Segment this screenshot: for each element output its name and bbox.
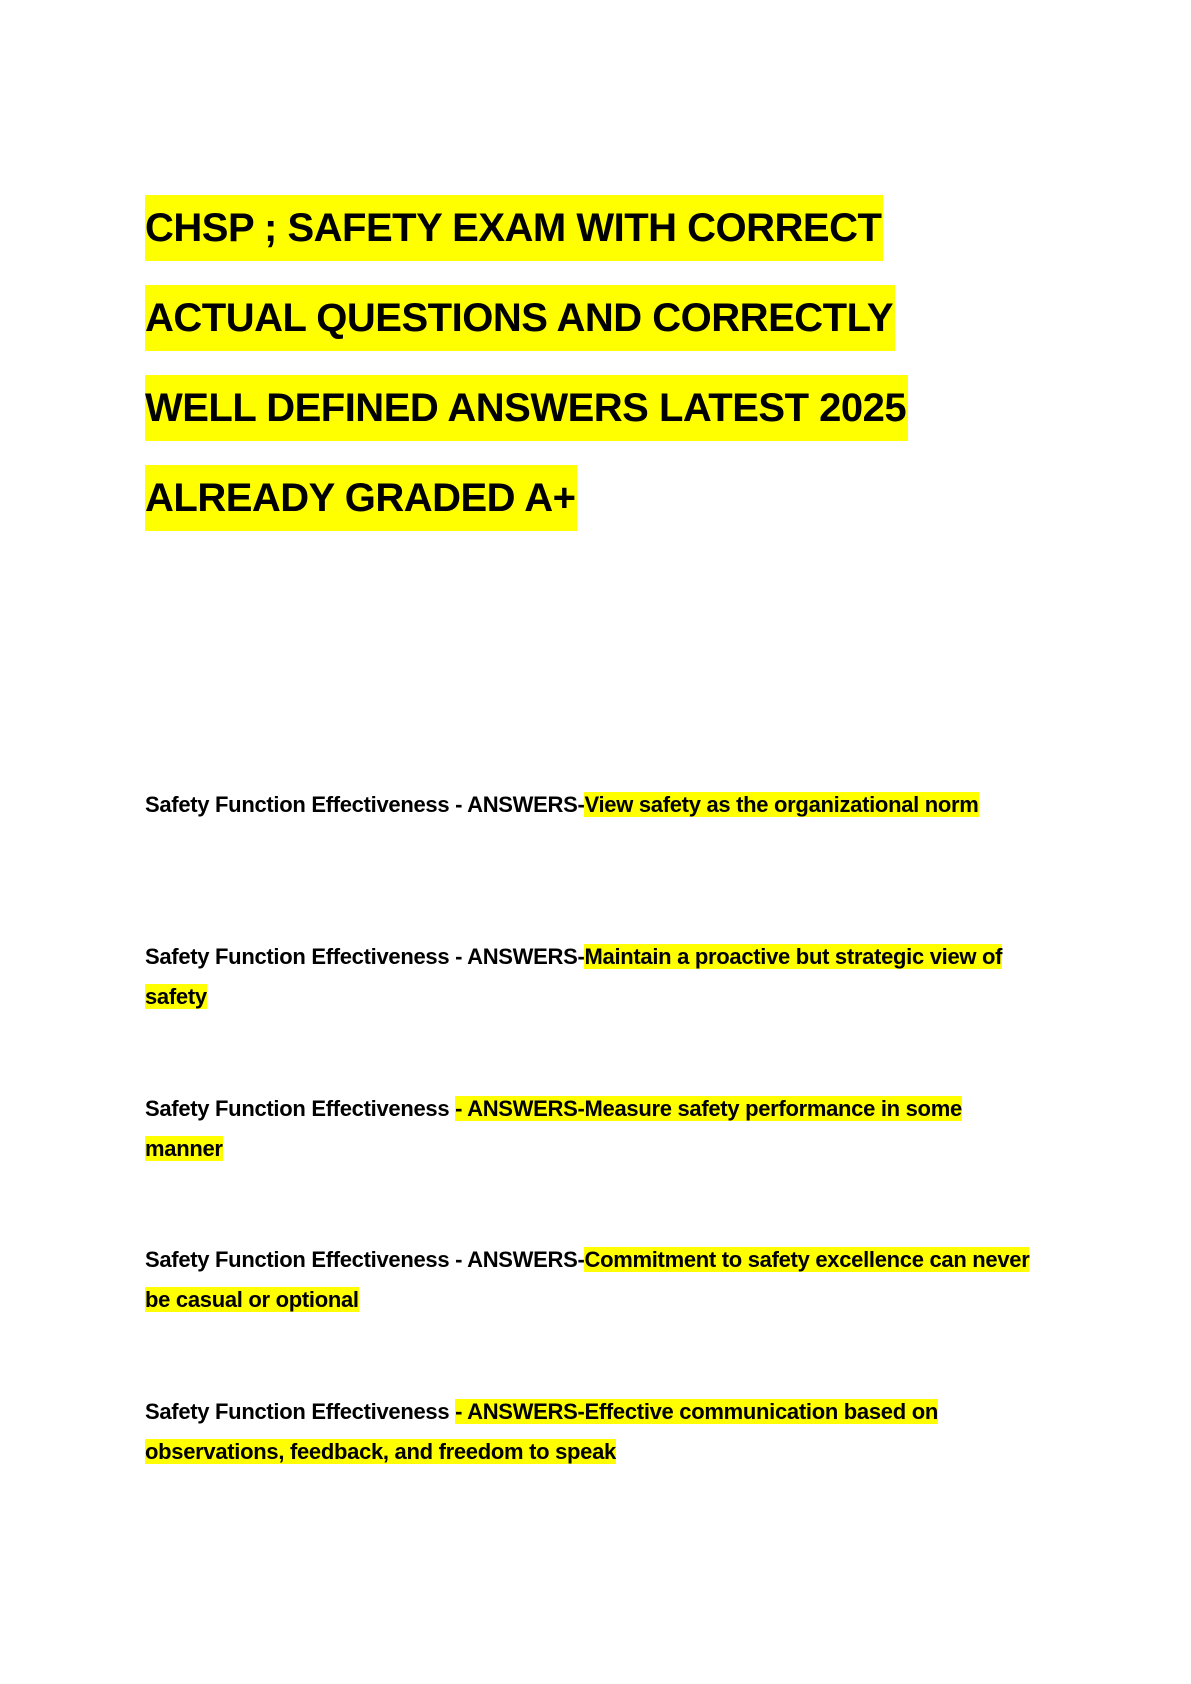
title-line-2: ACTUAL QUESTIONS AND CORRECTLY xyxy=(145,285,895,351)
qa-question: Safety Function Effectiveness xyxy=(145,1096,456,1121)
qa-question: Safety Function Effectiveness - ANSWERS- xyxy=(145,1247,585,1272)
qa-answer: Maintain a proactive but strategic view of safety xyxy=(145,944,1003,1009)
qa-item-3 xyxy=(145,1089,1045,1169)
qa-answer: View safety as the organizational norm xyxy=(584,792,979,817)
title-line-3: WELL DEFINED ANSWERS LATEST 2025 xyxy=(145,375,908,441)
qa-question: Safety Function Effectiveness - ANSWERS- xyxy=(145,944,585,969)
qa-item-1 xyxy=(145,785,1045,825)
qa-question: Safety Function Effectiveness - ANSWERS- xyxy=(145,792,585,817)
title-line-4: ALREADY GRADED A+ xyxy=(145,465,577,531)
qa-item-4 xyxy=(145,1240,1045,1320)
qa-answer: - ANSWERS-Measure safety performance in some manner xyxy=(145,1096,962,1161)
qa-item-5 xyxy=(145,1392,1045,1472)
qa-answer: - ANSWERS-Effective communication based on observations, feedback, and freedom to speak xyxy=(145,1399,938,1464)
qa-answer: Commitment to safety excellence can never be casual or optional xyxy=(145,1247,1030,1312)
qa-question: Safety Function Effectiveness xyxy=(145,1399,456,1424)
document-title xyxy=(145,195,1025,555)
title-line-1: CHSP ; SAFETY EXAM WITH CORRECT xyxy=(145,195,883,261)
qa-item-2 xyxy=(145,937,1045,1017)
